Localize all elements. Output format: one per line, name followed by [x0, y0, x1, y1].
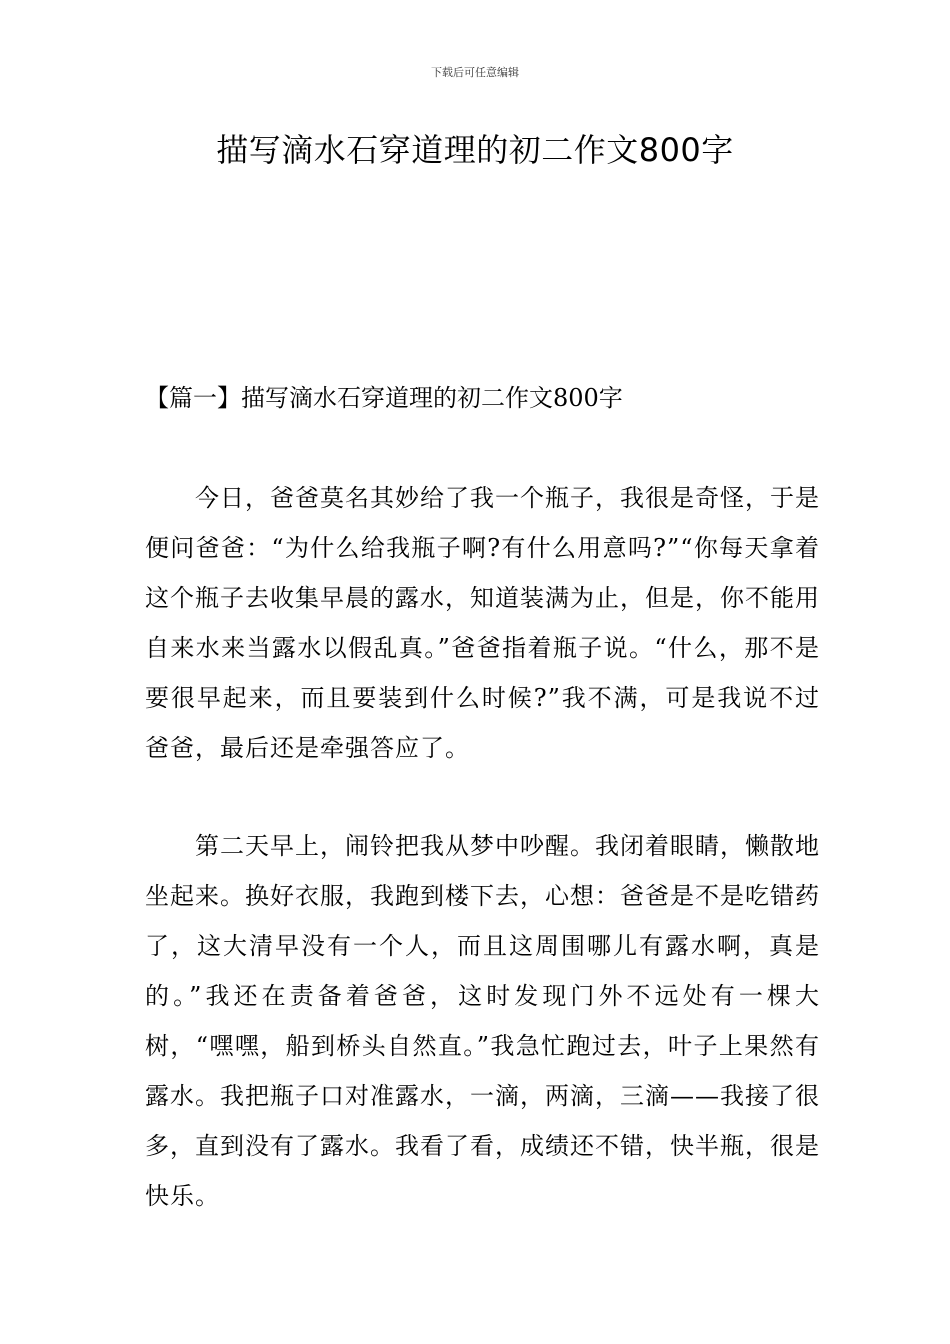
body-paragraph: 第二天早上，闹铃把我从梦中吵醒。我闭着眼睛，懒散地坐起来。换好衣服，我跑到楼下去，心想：爸爸是不是吃错药了，这大清早没有一个人，而且这周围哪儿有露水啊，真是的。”我还在责备着爸爸，这时发现门外不远处有一棵大树，“嘿嘿，船到桥头自然直。”我急忙跑过去，叶子上果然有露水。我把瓶子口对准露水，一滴，两滴，三滴——我接了很多，直到没有了露水。我看了看，成绩还不错，快半瓶，很是快乐。 — [145, 832, 820, 1210]
header-note: 下载后可任意编辑 — [431, 66, 519, 79]
document-title: 描写滴水石穿道理的初二作文800字 — [216, 131, 734, 169]
section-heading: 【篇一】描写滴水石穿道理的初二作文800字 — [145, 384, 623, 412]
body-paragraph: 今日，爸爸莫名其妙给了我一个瓶子，我很是奇怪，于是便问爸爸：“为什么给我瓶子啊?有什么用意吗?”“你每天拿着这个瓶子去收集早晨的露水，知道装满为止，但是，你不能用自来水来当露水以假乱真。”爸爸指着瓶子说。“什么，那不是要很早起来，而且要装到什么时候?”我不满，可是我说不过爸爸，最后还是牵强答应了。 — [145, 484, 820, 762]
